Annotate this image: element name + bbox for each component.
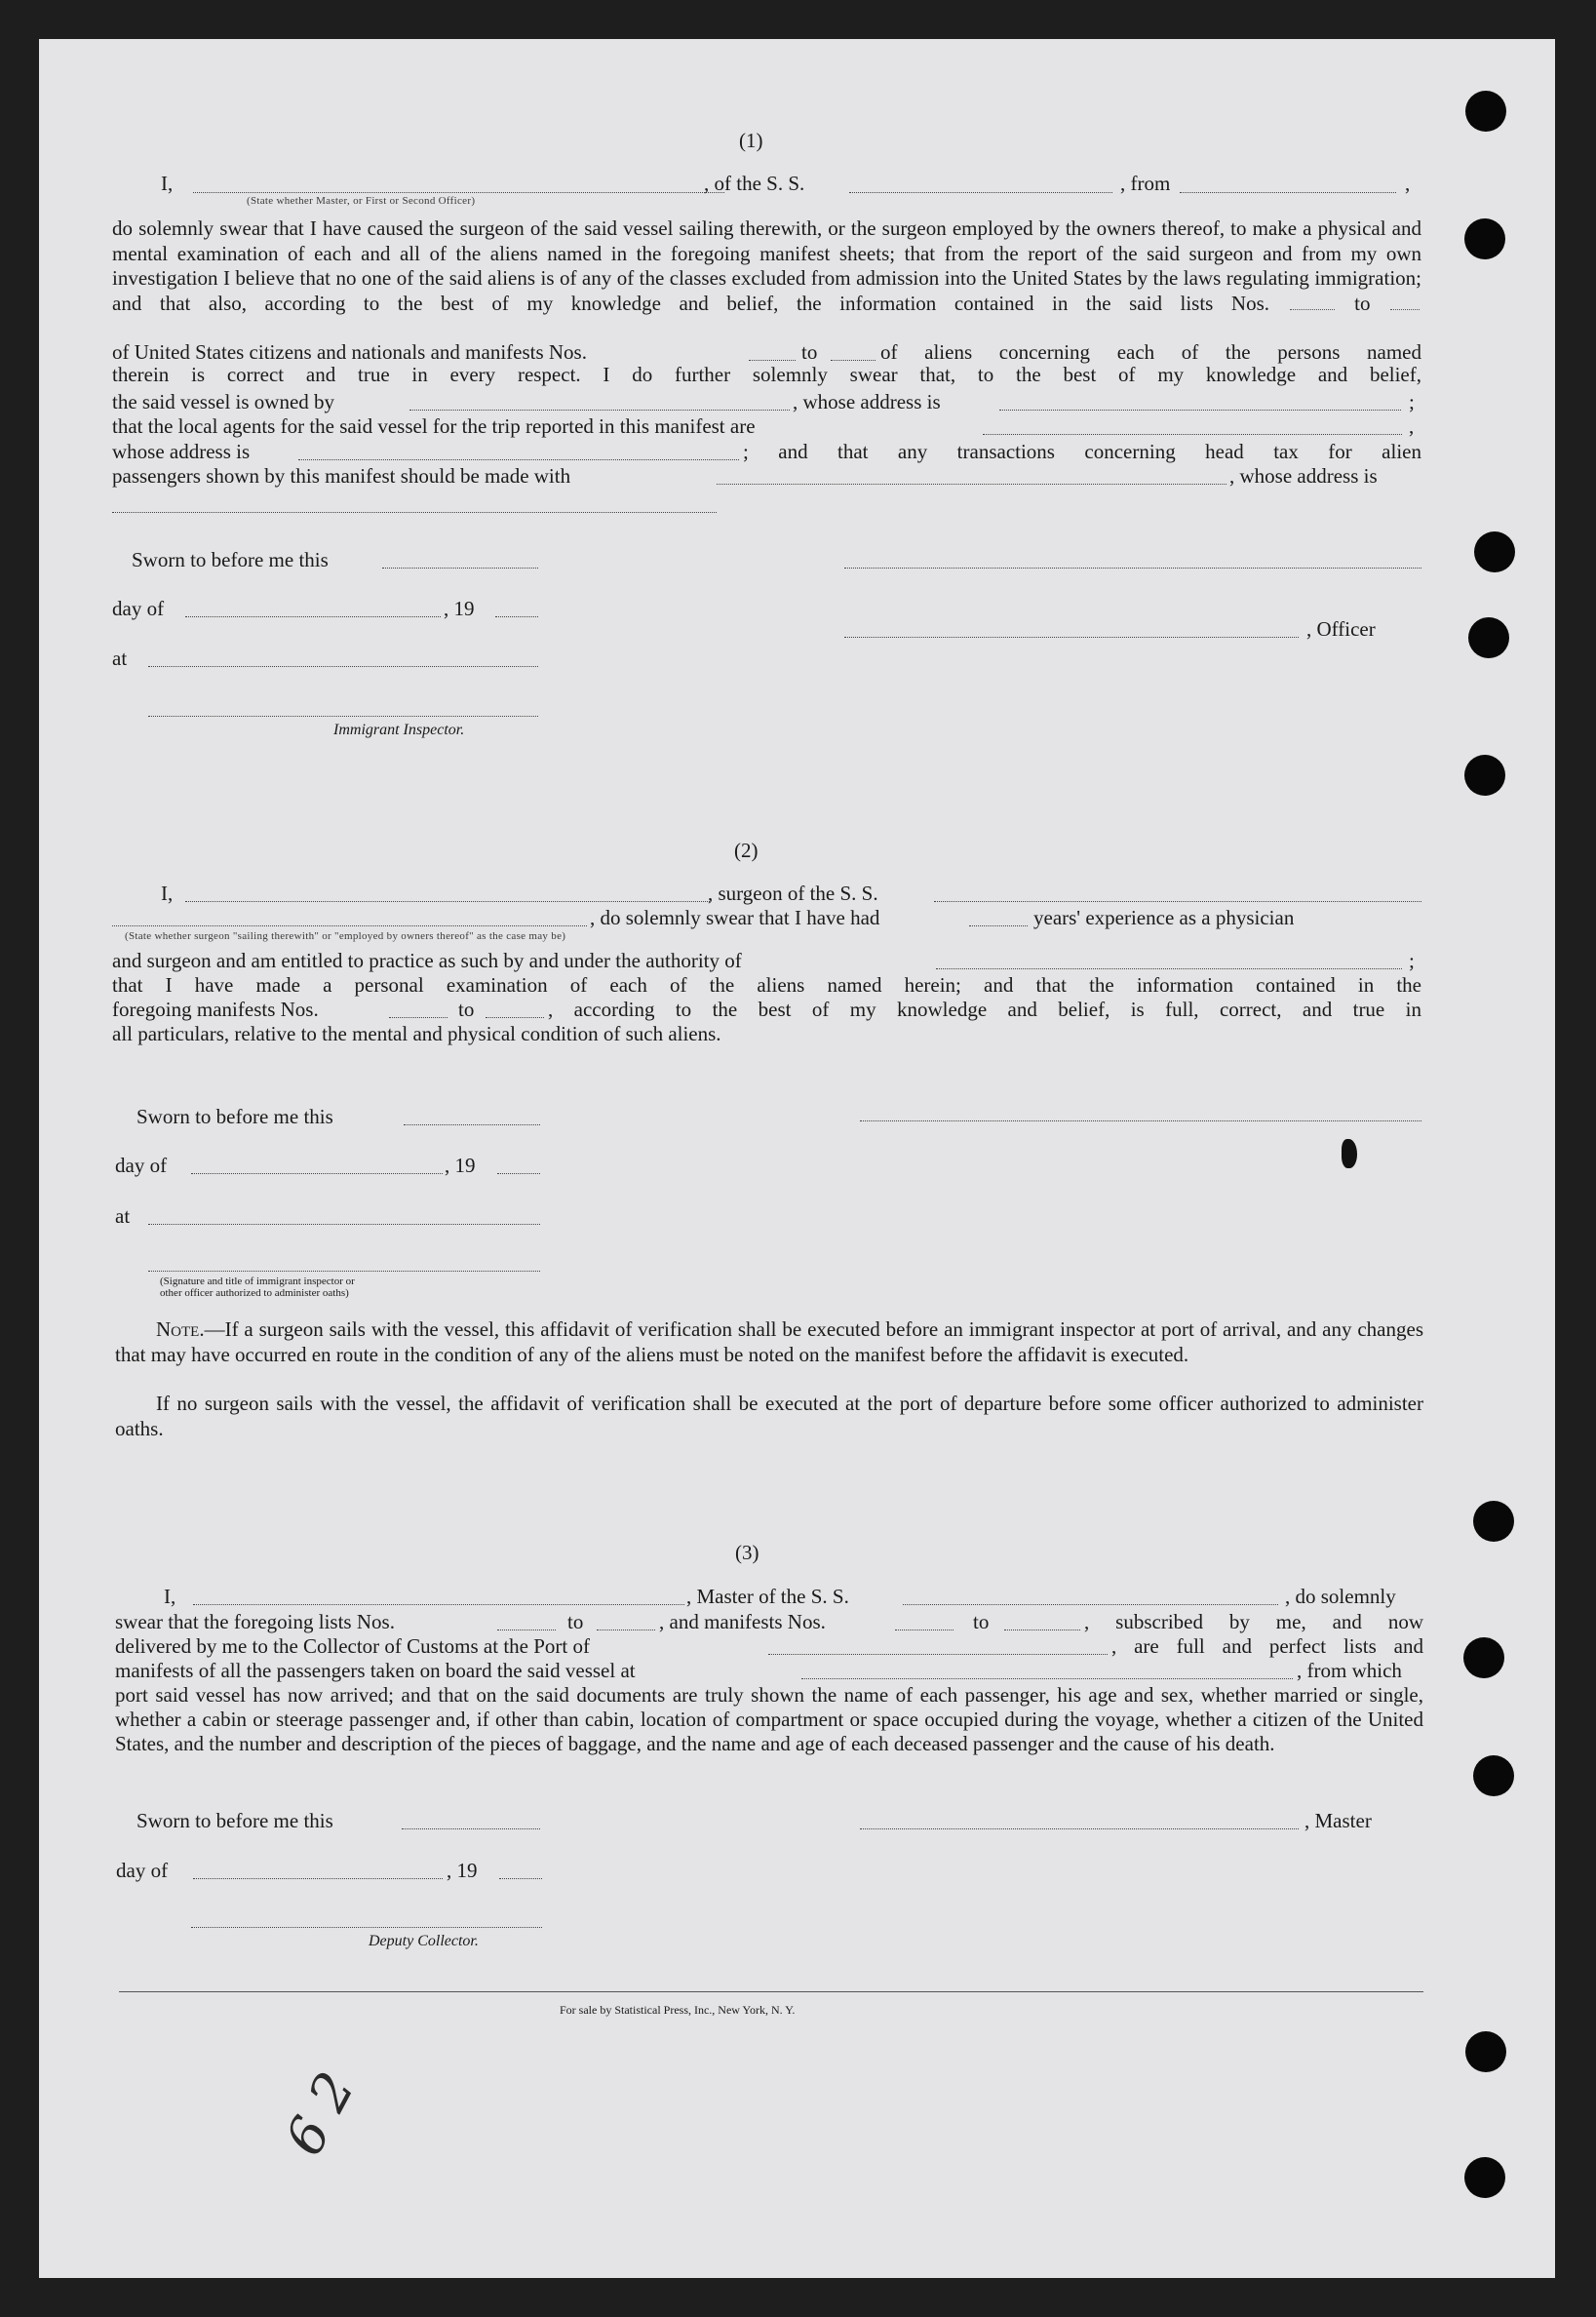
s1-year-label: , 19 [444, 597, 475, 620]
s1-owner-field[interactable] [409, 410, 790, 411]
s3-year-label: , 19 [447, 1859, 478, 1882]
s3-taken-on-board-label: manifests of all the passengers taken on board the said vessel at [115, 1659, 636, 1682]
s3-lists-to-label: to [567, 1610, 584, 1633]
s3-i-label: I, [164, 1585, 176, 1608]
s1-correct-true-text: therein is correct and true in every respect. I do further solemnly swear that, to the best of my knowledge and belief, [112, 363, 1421, 386]
s3-delivered-label: delivered by me to the Collector of Customs at the Port of [115, 1634, 590, 1658]
s2-surgeon-note: (State whether surgeon "sailing therewith" or "employed by owners thereof" as the case may be) [125, 930, 566, 942]
s2-note-1-text: —If a surgeon sails with the vessel, this affidavit of verification shall be executed before an immigrant inspector at port of arrival, and any changes that may have occurred en route in the condition of any of the aliens must be noted on the manifest before the affidavit is executed. [115, 1317, 1423, 1366]
s2-place-field[interactable] [148, 1224, 540, 1225]
s3-sworn-day-field[interactable] [402, 1828, 540, 1829]
s1-agents-end: , [1409, 414, 1415, 438]
s1-sworn-day-field[interactable] [382, 568, 538, 569]
s1-i-label: I, [161, 172, 174, 195]
s3-deputy-label: Deputy Collector. [369, 1933, 479, 1949]
s3-perfect-lists-label: , are full and perfect lists and [1111, 1634, 1423, 1658]
s1-lists-to-label: to [1354, 291, 1371, 315]
s1-owner-address-field[interactable] [999, 410, 1401, 411]
s2-sworn-day-field[interactable] [404, 1124, 540, 1125]
punch-hole [1464, 218, 1505, 259]
s1-inspector-label: Immigrant Inspector. [333, 722, 465, 738]
s1-head-tax-party-field[interactable] [717, 484, 1226, 485]
s2-signature-field[interactable] [860, 1120, 1421, 1121]
footer-printer: For sale by Statistical Press, Inc., New York, N. Y. [560, 2003, 796, 2017]
s1-manifests-to-label: to [801, 340, 818, 364]
s2-day-of-label: day of [115, 1154, 168, 1177]
s2-solemnly-label: , do solemnly swear that I have had [590, 906, 880, 929]
s2-note-lead: Note. [156, 1317, 205, 1341]
s2-year-label: , 19 [445, 1154, 476, 1177]
s2-i-label: I, [161, 882, 174, 905]
punch-hole [1474, 531, 1515, 572]
s3-subscribed-label: , subscribed by me, and now [1084, 1610, 1423, 1633]
s2-note-2: If no surgeon sails with the vessel, the affidavit of verification shall be executed at the port of departure before some officer authorized to administer oaths. [115, 1392, 1423, 1440]
s3-sworn-label: Sworn to before me this [136, 1809, 333, 1832]
s2-years-field[interactable] [969, 925, 1028, 926]
s2-surgeon-of-label: , surgeon of the S. S. [708, 882, 878, 905]
punch-hole [1464, 2157, 1505, 2198]
s1-agents-address-field[interactable] [298, 459, 739, 460]
s2-sworn-label: Sworn to before me this [136, 1105, 333, 1128]
s2-ship-name-field[interactable] [934, 901, 1421, 902]
s2-examination-text: that I have made a personal examination of each of the aliens named herein; and that the information contained in the [112, 973, 1421, 997]
s2-note-1 [115, 1317, 1423, 1367]
s3-from-which-label: , from which [1297, 1659, 1402, 1682]
s2-sig-note-1: (Signature and title of immigrant inspector or [160, 1276, 355, 1287]
s1-owned-by-label: the said vessel is owned by [112, 390, 335, 413]
s2-manifests-from-field[interactable] [389, 1017, 448, 1018]
s1-lists-to-field[interactable] [1390, 309, 1420, 310]
punch-hole [1473, 1755, 1514, 1796]
s3-month-field[interactable] [193, 1878, 443, 1879]
s3-master-of-label: , Master of the S. S. [686, 1585, 849, 1608]
s1-aliens-tail-1: of aliens concerning each of the persons named [880, 340, 1421, 364]
s2-particulars-text: all particulars, relative to the mental and physical condition of such aliens. [112, 1022, 721, 1045]
s2-manifests-label: foregoing manifests Nos. [112, 998, 319, 1021]
s1-from-label: , from [1120, 172, 1171, 195]
s2-at-label: at [115, 1204, 131, 1228]
s1-manifests-to-field[interactable] [831, 360, 876, 361]
s1-of-the-ss-label: , of the S. S. [704, 172, 805, 195]
s1-from-port-field[interactable] [1180, 192, 1396, 193]
s2-authority-end: ; [1409, 949, 1415, 972]
s1-line1-comma: , [1405, 172, 1411, 195]
s1-year-field[interactable] [495, 616, 538, 617]
s1-day-of-label: day of [112, 597, 165, 620]
s1-officer-name-field[interactable] [193, 192, 724, 193]
s3-day-of-label: day of [116, 1859, 169, 1882]
s1-sworn-label: Sworn to before me this [132, 548, 329, 571]
s2-authority-label: and surgeon and am entitled to practice as such by and under the authority of [112, 949, 742, 972]
s3-ship-name-field[interactable] [903, 1604, 1278, 1605]
punch-hole [1463, 1637, 1504, 1678]
s2-belief-text: , according to the best of my knowledge and belief, is full, correct, and true in [548, 998, 1421, 1021]
s3-lists-label: swear that the foregoing lists Nos. [115, 1610, 395, 1633]
s1-head-tax-label: ; and that any transactions concerning head tax for alien [743, 440, 1421, 463]
s1-signature-field[interactable] [844, 568, 1421, 569]
s1-head-tax-address-label: , whose address is [1229, 464, 1378, 488]
s3-manifests-label: , and manifests Nos. [659, 1610, 826, 1633]
s1-head-tax-with-label: passengers shown by this manifest should be made with [112, 464, 571, 488]
s2-authority-field[interactable] [936, 968, 1402, 969]
handwritten-mark: 6 2 [272, 2062, 367, 2166]
s1-agents-address-label: whose address is [112, 440, 251, 463]
section-3-number: (3) [735, 1541, 759, 1564]
s1-officer-label: , Officer [1306, 617, 1376, 641]
s1-officer-signature-field[interactable] [844, 637, 1299, 638]
s1-agents-label: that the local agents for the said vessel for the trip reported in this manifest are [112, 414, 756, 438]
s3-solemnly-label: , do solemnly [1285, 1585, 1396, 1608]
s2-surgeon-name-field[interactable] [185, 901, 710, 902]
s2-years-label: years' experience as a physician [1033, 906, 1295, 929]
punch-hole [1465, 91, 1506, 132]
ink-blot [1342, 1139, 1357, 1168]
s1-lists-from-field[interactable] [1290, 309, 1335, 310]
s3-port-field[interactable] [768, 1654, 1108, 1655]
s3-year-field[interactable] [499, 1878, 542, 1879]
s1-oath-text: do solemnly swear that I have caused the surgeon of the said vessel sailing therewith, or the surgeon employed by the owners thereof, to make a physical and mental examination of each and all of the aliens named in the foregoing manifest sheets; that from the report of the said surgeon and from my own investigation I believe that no one of the said aliens is of any of the classes excluded from admission into the United States by the laws regulating immigration; and that also, according to the best of my knowledge and belief, the information contained in the said lists Nos. [112, 216, 1421, 315]
section-2-number: (2) [734, 839, 759, 862]
s1-owner-end: ; [1409, 390, 1415, 413]
form-page [39, 39, 1555, 2278]
s3-manifests-to-label: to [973, 1610, 990, 1633]
s1-at-label: at [112, 647, 128, 670]
footer-rule [119, 1991, 1423, 1992]
punch-hole [1468, 617, 1509, 658]
s3-collector-signature-field[interactable] [191, 1927, 542, 1928]
s1-month-field[interactable] [185, 616, 441, 617]
s1-ship-name-field[interactable] [849, 192, 1112, 193]
s3-master-signature-field[interactable] [860, 1828, 1299, 1829]
s1-owner-address-label: , whose address is [793, 390, 941, 413]
s3-declaration-text: port said vessel has now arrived; and that on the said documents are truly shown the name of each passenger, his age and sex, whether married or single, whether a cabin or steerage passenger and, if other than cabin, location of compartment or space occupied during the voyage, whether a citizen of the United States, and the number and description of the pieces of baggage, and the name and age of each deceased passenger and the cause of his death. [115, 1683, 1423, 1756]
punch-hole [1473, 1501, 1514, 1542]
s2-manifests-to-label: to [458, 998, 475, 1021]
s1-agents-field[interactable] [983, 434, 1402, 435]
s2-inspector-signature-field[interactable] [148, 1271, 540, 1272]
punch-hole [1464, 755, 1505, 796]
s1-officer-note: (State whether Master, or First or Second Officer) [247, 195, 476, 207]
s1-head-tax-address-field[interactable] [112, 512, 717, 513]
punch-hole [1465, 2031, 1506, 2072]
s2-month-field[interactable] [191, 1173, 443, 1174]
s3-boarding-port-field[interactable] [801, 1678, 1293, 1679]
s1-manifests-label: of United States citizens and nationals and manifests Nos. [112, 340, 587, 364]
section-1-number: (1) [739, 129, 763, 152]
s3-master-name-field[interactable] [193, 1604, 684, 1605]
s1-inspector-signature-field[interactable] [148, 716, 538, 717]
s1-manifests-from-field[interactable] [749, 360, 796, 361]
s2-manifests-to-field[interactable] [486, 1017, 544, 1018]
s2-surgeon-type-field[interactable] [112, 925, 587, 926]
s2-sig-note-2: other officer authorized to administer oaths) [160, 1287, 349, 1299]
s2-year-field[interactable] [497, 1173, 540, 1174]
spacer [112, 337, 1421, 338]
s3-master-label: , Master [1304, 1809, 1372, 1832]
s1-place-field[interactable] [148, 666, 538, 667]
